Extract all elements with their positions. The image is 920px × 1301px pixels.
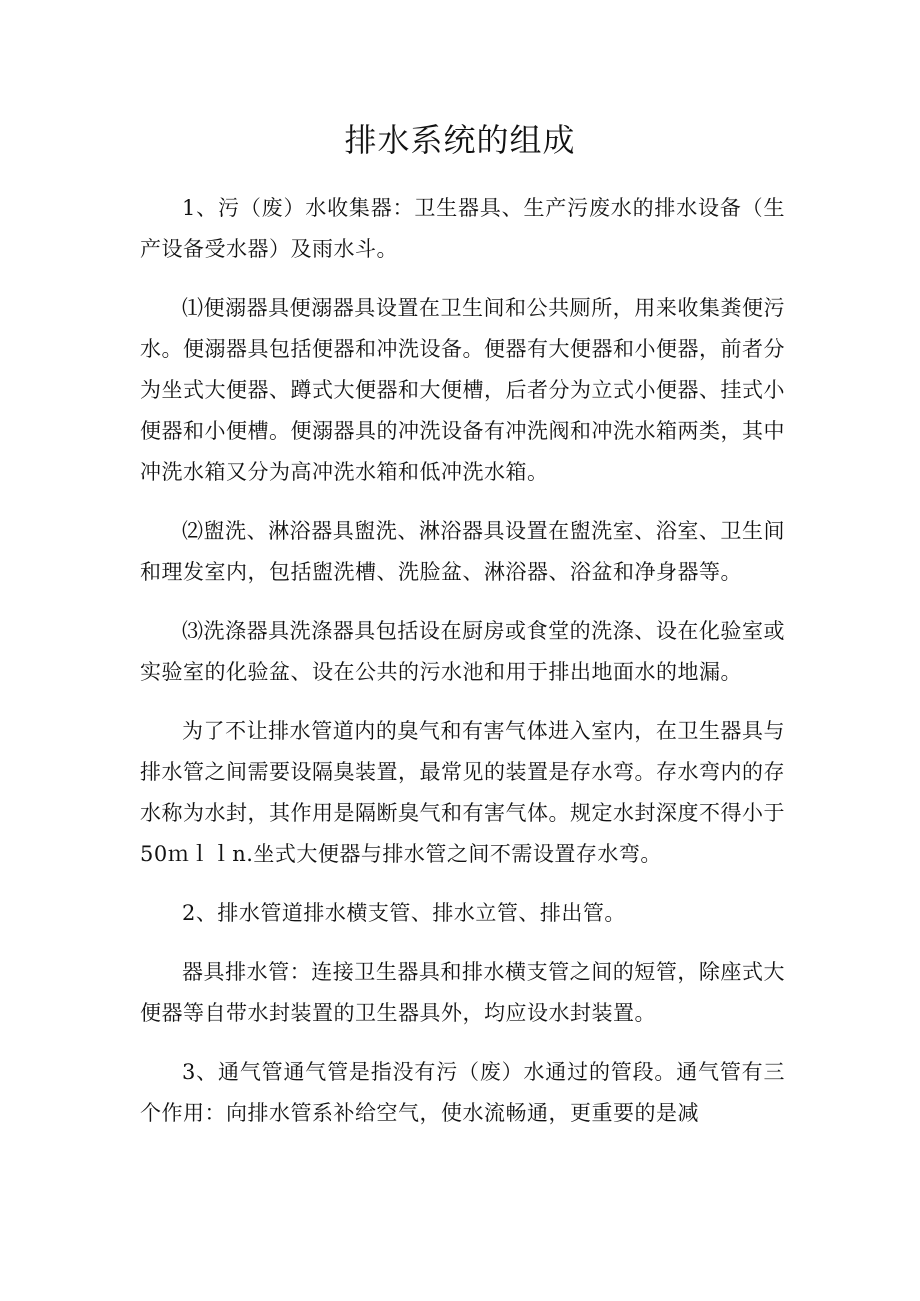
document-body	[140, 188, 785, 1152]
paragraph-fixture-drain-pipe: 器具排水管：连接卫生器具和排水横支管之间的短管，除座式大便器等自带水封装置的卫生器具外，均应设水封装置。	[140, 960, 785, 1025]
paragraph-washing-bathing-fixtures: ⑵盥洗、淋浴器具盥洗、淋浴器具设置在盥洗室、浴室、卫生间和理发室内，包括盥洗槽、洗脸盆、淋浴器、浴盆和净身器等。	[140, 519, 785, 584]
document-title: 排水系统的组成	[344, 121, 576, 159]
paragraph-cleaning-fixtures: ⑶洗涤器具洗涤器具包括设在厨房或食堂的洗涤、设在化验室或实验室的化验盆、设在公共的污水池和用于排出地面水的地漏。	[140, 619, 785, 684]
paragraph-waste-collectors: 1、污（废）水收集器：卫生器具、生产污废水的排水设备（生产设备受水器）及雨水斗。	[140, 196, 785, 261]
paragraph-toilet-fixtures: ⑴便溺器具便溺器具设置在卫生间和公共厕所，用来收集粪便污水。便溺器具包括便器和冲洗设备。便器有大便器和小便器，前者分为坐式大便器、蹲式大便器和大便槽，后者分为立式小便器、挂式小便器和小便槽。便溺器具的冲洗设备有冲洗阀和冲洗水箱两类，其中冲洗水箱又分为高冲洗水箱和低冲洗水箱。	[140, 296, 785, 484]
paragraph-drain-pipes: 2、排水管道排水横支管、排水立管、排出管。	[182, 901, 626, 925]
paragraph-vent-pipe: 3、通气管通气管是指没有污（废）水通过的管段。通气管有三个作用：向排水管系补给空气，使水流畅通，更重要的是减	[140, 1060, 785, 1125]
paragraph-trap-water-seal: 为了不让排水管道内的臭气和有害气体进入室内，在卫生器具与排水管之间需要设隔臭装置，最常见的装置是存水弯。存水弯内的存水称为水封，其作用是隔断臭气和有害气体。规定水封深度不得小于50ｍｌｌn.坐式大便器与排水管之间不需设置存水弯。	[140, 719, 785, 866]
